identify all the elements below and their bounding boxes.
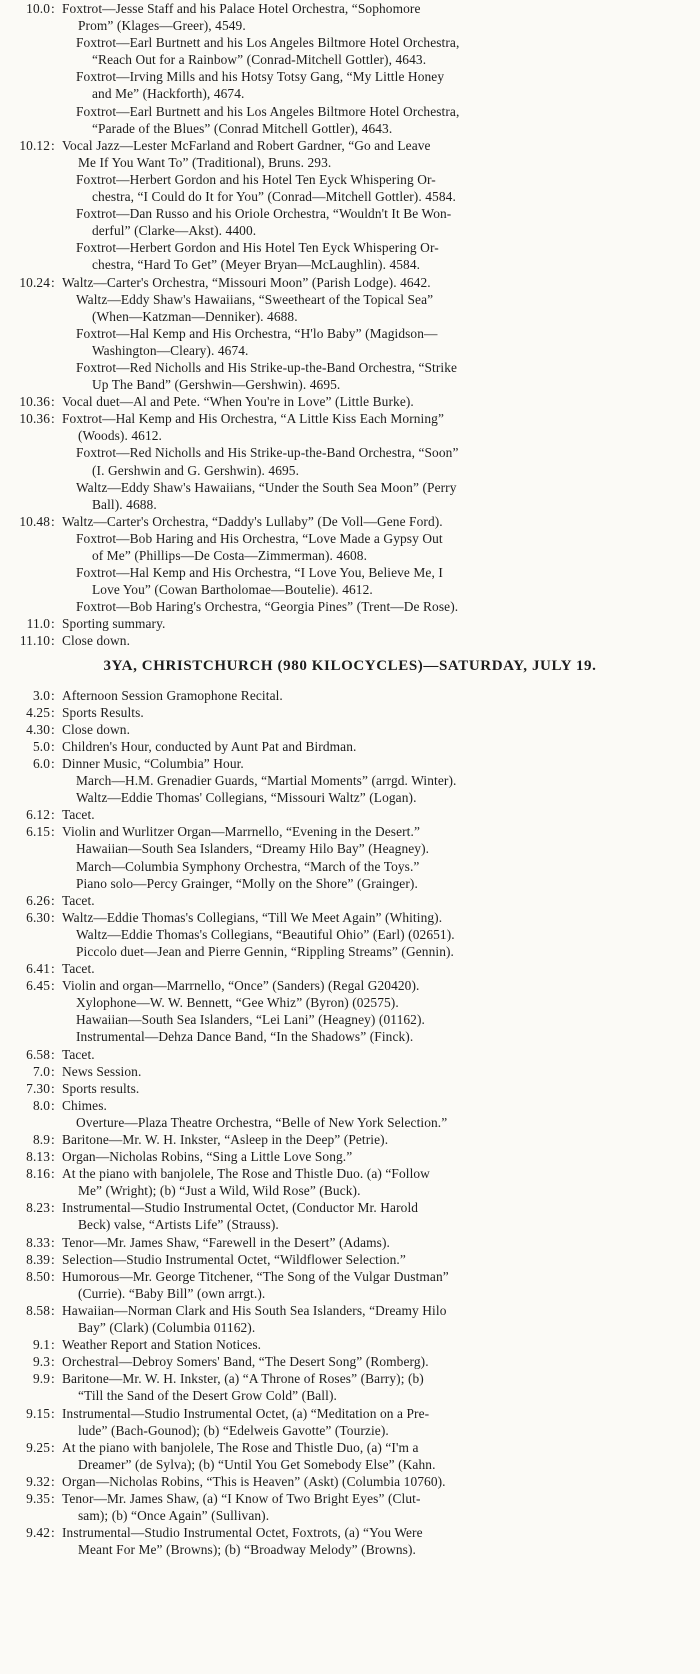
programme-item [62, 1114, 700, 1131]
item-text-line: “Till the Sand of the Desert Grow Cold” (Ball). [78, 1388, 337, 1404]
item-text-line: Foxtrot—Hal Kemp and His Orchestra, “H'lo Baby” (Magidson— [76, 325, 438, 341]
programme-item [62, 1490, 700, 1524]
programme-item [62, 479, 700, 513]
time-separator: : [51, 394, 55, 410]
item-text-line: Piano solo—Percy Grainger, “Molly on the Shore” (Grainger). [76, 875, 418, 891]
programme-item [62, 1165, 700, 1199]
programme-entry [0, 1046, 700, 1063]
programme-entry [0, 738, 700, 755]
item-text-line: Foxtrot—Irving Mills and his Hotsy Totsy Gang, “My Little Honey [76, 69, 445, 85]
time-separator: : [51, 137, 55, 153]
item-text-line: Bay” (Clark) (Columbia 01162). [78, 1320, 256, 1336]
item-text-line: Sports Results. [62, 704, 144, 720]
programme-item [62, 755, 700, 772]
programme-item [62, 0, 700, 34]
item-text-line: Orchestral—Debroy Somers' Band, “The Desert Song” (Romberg). [62, 1354, 429, 1370]
time-separator: : [51, 633, 55, 649]
programme-entry [0, 892, 700, 909]
programme-entry [0, 1063, 700, 1080]
item-text-line: Piccolo duet—Jean and Pierre Gennin, “Rippling Streams” (Gennin). [76, 943, 454, 959]
programme-item [62, 909, 700, 926]
item-text-line: Vocal duet—Al and Pete. “When You're in Love” (Little Burke). [62, 394, 414, 410]
programme-section-3ya [0, 687, 700, 1559]
item-text-line: Tacet. [62, 807, 95, 823]
item-text-line: Instrumental—Studio Instrumental Octet, Foxtrots, (a) “You Were [62, 1525, 423, 1541]
item-text-line: (Currie). “Baby Bill” (own arrgt.). [78, 1285, 266, 1301]
item-text-line: Me” (Wright); (b) “Just a Wild, Wild Rose” (Buck). [78, 1183, 361, 1199]
time-separator: : [51, 961, 55, 977]
time-separator: : [51, 738, 55, 754]
time-separator: : [51, 1354, 55, 1370]
item-text-line: Waltz—Eddy Shaw's Hawaiians, “Sweetheart of the Topical Sea” [76, 291, 434, 307]
entry-time: 11.0 [26, 616, 50, 632]
item-text-line: Love You” (Cowan Bartholomae—Boutelie). 4612. [92, 582, 373, 598]
programme-item [62, 892, 700, 909]
programme-item [62, 1353, 700, 1370]
time-separator: : [51, 978, 55, 994]
programme-item [62, 274, 700, 291]
programme-entry [0, 1302, 700, 1336]
programme-entry [0, 137, 700, 274]
item-text-line: (Woods). 4612. [78, 428, 163, 444]
entry-time: 8.13 [26, 1149, 50, 1165]
programme-item [62, 1148, 700, 1165]
entry-time: 4.25 [26, 704, 50, 720]
programme-item [62, 926, 700, 943]
entry-time: 8.9 [32, 1132, 50, 1147]
programme-item [62, 1473, 700, 1490]
time-separator: : [51, 1, 55, 16]
programme-item [62, 1028, 700, 1045]
programme-entry [0, 1490, 700, 1524]
item-text-line: Washington—Cleary). 4674. [92, 342, 249, 358]
item-text-line: and Me” (Hackforth), 4674. [92, 86, 245, 102]
programme-entry [0, 721, 700, 738]
item-text-line: Baritone—Mr. W. H. Inkster, (a) “A Throne of Roses” (Barry); (b) [62, 1371, 424, 1387]
item-text-line: Waltz—Eddie Thomas's Collegians, “Beautiful Ohio” (Earl) (02651). [76, 926, 455, 942]
programme-entry [0, 1353, 700, 1370]
entry-time: 7.0 [32, 1063, 50, 1079]
item-text-line: Selection—Studio Instrumental Octet, “Wildflower Selection.” [62, 1251, 406, 1267]
programme-item [62, 1011, 700, 1028]
programme-entry [0, 687, 700, 704]
time-separator: : [51, 513, 55, 529]
programme-item [62, 687, 700, 704]
item-text-line: Tenor—Mr. James Shaw, “Farewell in the Desert” (Adams). [62, 1234, 390, 1250]
programme-entry [0, 704, 700, 721]
programme-entry [0, 393, 700, 410]
programme-item [62, 205, 700, 239]
entry-time: 9.15 [26, 1405, 50, 1421]
item-text-line: Ball). 4688. [92, 496, 157, 512]
programme-item [62, 1268, 700, 1302]
item-text-line: Violin and Wurlitzer Organ—Marrnello, “Evening in the Desert.” [62, 824, 420, 840]
item-text-line: Prom” (Klages—Greer), 4549. [78, 18, 246, 34]
entry-time: 9.32 [26, 1473, 50, 1489]
programme-item [62, 68, 700, 102]
programme-item [62, 1336, 700, 1353]
programme-item [62, 1302, 700, 1336]
time-separator: : [51, 755, 55, 771]
item-text-line: Instrumental—Studio Instrumental Octet, (a) “Meditation on a Pre- [62, 1405, 430, 1421]
time-separator: : [51, 1132, 55, 1147]
item-text-line: Foxtrot—Hal Kemp and His Orchestra, “A Little Kiss Each Morning” [62, 411, 445, 427]
time-separator: : [51, 1525, 55, 1541]
item-text-line: of Me” (Phillips—De Costa—Zimmerman). 4608. [92, 548, 368, 563]
time-separator: : [51, 411, 55, 427]
entry-time: 6.30 [26, 909, 50, 925]
programme-item [62, 615, 700, 632]
time-separator: : [51, 1337, 55, 1353]
programme-item [62, 410, 700, 444]
item-text-line: (I. Gershwin and G. Gershwin). 4695. [92, 462, 300, 478]
item-text-line: Tacet. [62, 1046, 95, 1062]
programme-item [62, 137, 700, 171]
item-text-line: News Session. [62, 1063, 142, 1079]
item-text-line: chestra, “Hard To Get” (Meyer Bryan—McLaughlin). 4584. [92, 257, 421, 273]
programme-item [62, 632, 700, 649]
item-text-line: Organ—Nicholas Robins, “This is Heaven” (Askt) (Columbia 10760). [62, 1473, 446, 1489]
entry-time: 10.36 [19, 411, 50, 427]
item-text-line: Overture—Plaza Theatre Orchestra, “Belle of New York Selection.” [76, 1114, 448, 1130]
item-text-line: Waltz—Carter's Orchestra, “Missouri Moon” (Parish Lodge). 4642. [62, 274, 431, 290]
time-separator: : [51, 1080, 55, 1096]
programme-item [62, 564, 700, 598]
programme-entry [0, 615, 700, 632]
time-separator: : [51, 807, 55, 823]
entry-time: 8.33 [26, 1234, 50, 1250]
item-text-line: Chimes. [62, 1097, 107, 1113]
programme-entry [0, 1405, 700, 1439]
programme-item [62, 840, 700, 857]
time-separator: : [51, 1268, 55, 1284]
programme-item [62, 721, 700, 738]
programme-entry [0, 909, 700, 960]
programme-item [62, 994, 700, 1011]
programme-entry [0, 1268, 700, 1302]
item-text-line: Waltz—Carter's Orchestra, “Daddy's Lullaby” (De Voll—Gene Ford). [62, 513, 443, 529]
item-text-line: Afternoon Session Gramophone Recital. [62, 687, 283, 703]
programme-entry [0, 1199, 700, 1233]
programme-item [62, 738, 700, 755]
programme-entry [0, 1473, 700, 1490]
programme-item [62, 1370, 700, 1404]
item-text-line: Foxtrot—Herbert Gordon and his Hotel Ten Eyck Whispering Or- [76, 171, 436, 187]
entry-time: 7.30 [26, 1080, 50, 1096]
item-text-line: Children's Hour, conducted by Aunt Pat and Birdman. [62, 738, 357, 754]
programme-item [62, 960, 700, 977]
programme-item [62, 704, 700, 721]
programme-item [62, 171, 700, 205]
entry-time: 8.0 [32, 1097, 50, 1113]
time-separator: : [51, 1490, 55, 1506]
programme-item [62, 1131, 700, 1148]
entry-time: 4.30 [26, 721, 50, 737]
item-text-line: Waltz—Eddie Thomas' Collegians, “Missouri Waltz” (Logan). [76, 790, 417, 806]
time-separator: : [51, 1166, 55, 1182]
item-text-line: Foxtrot—Dan Russo and his Oriole Orchestra, “Wouldn't It Be Won- [76, 206, 452, 222]
programme-item [62, 977, 700, 994]
item-text-line: Sports results. [62, 1080, 140, 1096]
programme-entry [0, 960, 700, 977]
programme-item [62, 1046, 700, 1063]
programme-item [62, 598, 700, 615]
item-text-line: Foxtrot—Bob Haring and His Orchestra, “Love Made a Gypsy Out [76, 530, 443, 546]
time-separator: : [51, 687, 55, 703]
time-separator: : [51, 704, 55, 720]
entry-time: 6.0 [32, 755, 50, 771]
item-text-line: Foxtrot—Earl Burtnett and his Los Angeles Biltmore Hotel Orchestra, [76, 103, 460, 119]
item-text-line: Xylophone—W. W. Bennett, “Gee Whiz” (Byron) (02575). [76, 995, 399, 1011]
item-text-line: Dreamer” (de Sylva); (b) “Until You Get Somebody Else” (Kahn. [78, 1456, 436, 1472]
programme-entry [0, 1165, 700, 1199]
item-text-line: Sporting summary. [62, 616, 166, 632]
item-text-line: At the piano with banjolele, The Rose and Thistle Duo, (a) “I'm a [62, 1439, 419, 1455]
item-text-line: Tacet. [62, 892, 95, 908]
time-separator: : [51, 1405, 55, 1421]
programme-entry [0, 632, 700, 649]
programme-item [62, 1080, 700, 1097]
item-text-line: Instrumental—Studio Instrumental Octet, (Conductor Mr. Harold [62, 1200, 419, 1216]
item-text-line: Hawaiian—South Sea Islanders, “Dreamy Hilo Bay” (Heagney). [76, 841, 430, 857]
programme-entry [0, 823, 700, 891]
programme-item [62, 1439, 700, 1473]
item-text-line: Foxtrot—Earl Burtnett and his Los Angeles Biltmore Hotel Orchestra, [76, 35, 460, 51]
item-text-line: lude” (Bach-Gounod); (b) “Edelweis Gavotte” (Tourzie). [78, 1422, 389, 1438]
programme-entry [0, 1080, 700, 1097]
programme-item [62, 1199, 700, 1233]
entry-time: 8.23 [26, 1200, 50, 1216]
entry-time: 6.15 [26, 824, 50, 840]
item-text-line: Foxtrot—Bob Haring's Orchestra, “Georgia Pines” (Trent—De Rose). [76, 599, 459, 615]
entry-time: 8.50 [26, 1268, 50, 1284]
item-text-line: Waltz—Eddie Thomas's Collegians, “Till We Meet Again” (Whiting). [62, 909, 443, 925]
item-text-line: (When—Katzman—Denniker). 4688. [92, 308, 298, 324]
programme-item [62, 1251, 700, 1268]
entry-time: 8.39 [26, 1251, 50, 1267]
programme-entry [0, 274, 700, 394]
entry-time: 9.9 [32, 1371, 50, 1387]
item-text-line: Close down. [62, 721, 131, 737]
entry-time: 10.12 [19, 137, 50, 153]
entry-time: 6.12 [26, 807, 50, 823]
time-separator: : [51, 892, 55, 908]
time-separator: : [51, 1251, 55, 1267]
programme-item [62, 103, 700, 137]
programme-item [62, 34, 700, 68]
item-text-line: Foxtrot—Red Nicholls and His Strike-up-the-Band Orchestra, “Soon” [76, 445, 459, 461]
item-text-line: Violin and organ—Marrnello, “Once” (Sanders) (Regal G20420). [62, 978, 420, 994]
item-text-line: March—H.M. Grenadier Guards, “Martial Moments” (arrgd. Winter). [76, 773, 457, 789]
entry-time: 10.0 [26, 1, 50, 16]
programme-entry [0, 1131, 700, 1148]
programme-item [62, 393, 700, 410]
time-separator: : [51, 1371, 55, 1387]
time-separator: : [51, 1097, 55, 1113]
programme-item [62, 1405, 700, 1439]
time-separator: : [51, 274, 55, 290]
programme-item [62, 943, 700, 960]
programme-item [62, 772, 700, 789]
programme-item [62, 325, 700, 359]
entry-time: 10.48 [19, 513, 50, 529]
programme-entry [0, 1439, 700, 1473]
entry-time: 6.58 [26, 1046, 50, 1062]
time-separator: : [51, 1473, 55, 1489]
programme-item [62, 291, 700, 325]
programme-item [62, 1063, 700, 1080]
item-text-line: At the piano with banjolele, The Rose and Thistle Duo. (a) “Follow [62, 1166, 430, 1182]
time-separator: : [51, 721, 55, 737]
item-text-line: Weather Report and Station Notices. [62, 1337, 262, 1353]
item-text-line: Waltz—Eddy Shaw's Hawaiians, “Under the South Sea Moon” (Perry [76, 479, 457, 495]
entry-time: 9.42 [26, 1525, 50, 1541]
item-text-line: sam); (b) “Once Again” (Sullivan). [78, 1508, 270, 1524]
item-text-line: Hawaiian—Norman Clark and His South Sea Islanders, “Dreamy Hilo [62, 1302, 447, 1318]
time-separator: : [51, 1302, 55, 1318]
time-separator: : [51, 616, 55, 632]
programme-entry [0, 1524, 700, 1558]
item-text-line: Baritone—Mr. W. H. Inkster, “Asleep in the Deep” (Petrie). [62, 1132, 389, 1147]
item-text-line: Vocal Jazz—Lester McFarland and Robert Gardner, “Go and Leave [62, 137, 431, 153]
entry-time: 9.25 [26, 1439, 50, 1455]
programme-entry [0, 1370, 700, 1404]
entry-time: 8.58 [26, 1302, 50, 1318]
item-text-line: Foxtrot—Jesse Staff and his Palace Hotel Orchestra, “Sophomore [62, 1, 421, 16]
programme-item [62, 806, 700, 823]
time-separator: : [51, 1046, 55, 1062]
item-text-line: Up The Band” (Gershwin—Gershwin). 4695. [92, 377, 341, 393]
programme-entry [0, 1234, 700, 1251]
entry-time: 6.26 [26, 892, 50, 908]
programme-item [62, 444, 700, 478]
item-text-line: Organ—Nicholas Robins, “Sing a Little Love Song.” [62, 1149, 353, 1165]
programme-section-2ya-continued [0, 0, 700, 650]
programme-item [62, 239, 700, 273]
programme-entry [0, 755, 700, 806]
entry-time: 10.36 [19, 394, 50, 410]
programme-item [62, 823, 700, 840]
programme-entry [0, 410, 700, 513]
item-text-line: chestra, “I Could do It for You” (Conrad—Mitchell Gottler). 4584. [92, 189, 456, 205]
programme-item [62, 789, 700, 806]
entry-time: 3.0 [32, 687, 50, 703]
item-text-line: Tacet. [62, 961, 95, 977]
entry-time: 9.3 [32, 1354, 50, 1370]
entry-time: 5.0 [32, 738, 50, 754]
programme-item [62, 1524, 700, 1558]
entry-time: 11.10 [19, 633, 50, 649]
programme-entry [0, 0, 700, 137]
programme-entry [0, 1097, 700, 1131]
item-text-line: Hawaiian—South Sea Islanders, “Lei Lani” (Heagney) (01162). [76, 1012, 425, 1028]
item-text-line: “Reach Out for a Rainbow” (Conrad-Mitchell Gottler), 4643. [92, 52, 427, 68]
entry-time: 6.41 [26, 961, 50, 977]
item-text-line: “Parade of the Blues” (Conrad Mitchell Gottler), 4643. [92, 120, 393, 136]
programme-entry [0, 513, 700, 616]
time-separator: : [51, 1234, 55, 1250]
programme-item [62, 530, 700, 564]
time-separator: : [51, 1149, 55, 1165]
item-text-line: Meant For Me” (Browns); (b) “Broadway Melody” (Browns). [78, 1542, 416, 1558]
item-text-line: Foxtrot—Herbert Gordon and His Hotel Ten Eyck Whispering Or- [76, 240, 439, 256]
programme-entry [0, 1148, 700, 1165]
entry-time: 9.1 [32, 1337, 50, 1353]
item-text-line: Close down. [62, 633, 131, 649]
programme-entry [0, 1336, 700, 1353]
time-separator: : [51, 824, 55, 840]
programme-item [62, 1097, 700, 1114]
time-separator: : [51, 1439, 55, 1455]
item-text-line: Tenor—Mr. James Shaw, (a) “I Know of Two Bright Eyes” (Clut- [62, 1490, 421, 1506]
item-text-line: March—Columbia Symphony Orchestra, “March of the Toys.” [76, 858, 420, 874]
item-text-line: Humorous—Mr. George Titchener, “The Song of the Vulgar Dustman” [62, 1268, 449, 1284]
entry-time: 9.35 [26, 1490, 50, 1506]
programme-entry [0, 977, 700, 1045]
programme-item [62, 875, 700, 892]
programme-item [62, 359, 700, 393]
entry-time: 10.24 [19, 274, 50, 290]
item-text-line: Beck) valse, “Artists Life” (Strauss). [78, 1217, 279, 1233]
entry-time: 8.16 [26, 1166, 50, 1182]
time-separator: : [51, 1200, 55, 1216]
programme-entry [0, 806, 700, 823]
programme-item [62, 513, 700, 530]
station-heading: 3YA, CHRISTCHURCH (980 KILOCYCLES)—SATURDAY, JULY 19. [103, 657, 597, 674]
item-text-line: Foxtrot—Red Nicholls and His Strike-up-the-Band Orchestra, “Strike [76, 359, 458, 375]
programme-entry [0, 1251, 700, 1268]
time-separator: : [51, 1063, 55, 1079]
item-text-line: derful” (Clarke—Akst). 4400. [92, 223, 257, 239]
entry-time: 6.45 [26, 978, 50, 994]
item-text-line: Dinner Music, “Columbia” Hour. [62, 755, 244, 771]
programme-item [62, 858, 700, 875]
item-text-line: Instrumental—Dehza Dance Band, “In the Shadows” (Finck). [76, 1029, 414, 1045]
item-text-line: Me If You Want To” (Traditional), Bruns. 293. [78, 154, 332, 170]
programme-item [62, 1234, 700, 1251]
item-text-line: Foxtrot—Hal Kemp and His Orchestra, “I Love You, Believe Me, I [76, 565, 443, 581]
time-separator: : [51, 909, 55, 925]
